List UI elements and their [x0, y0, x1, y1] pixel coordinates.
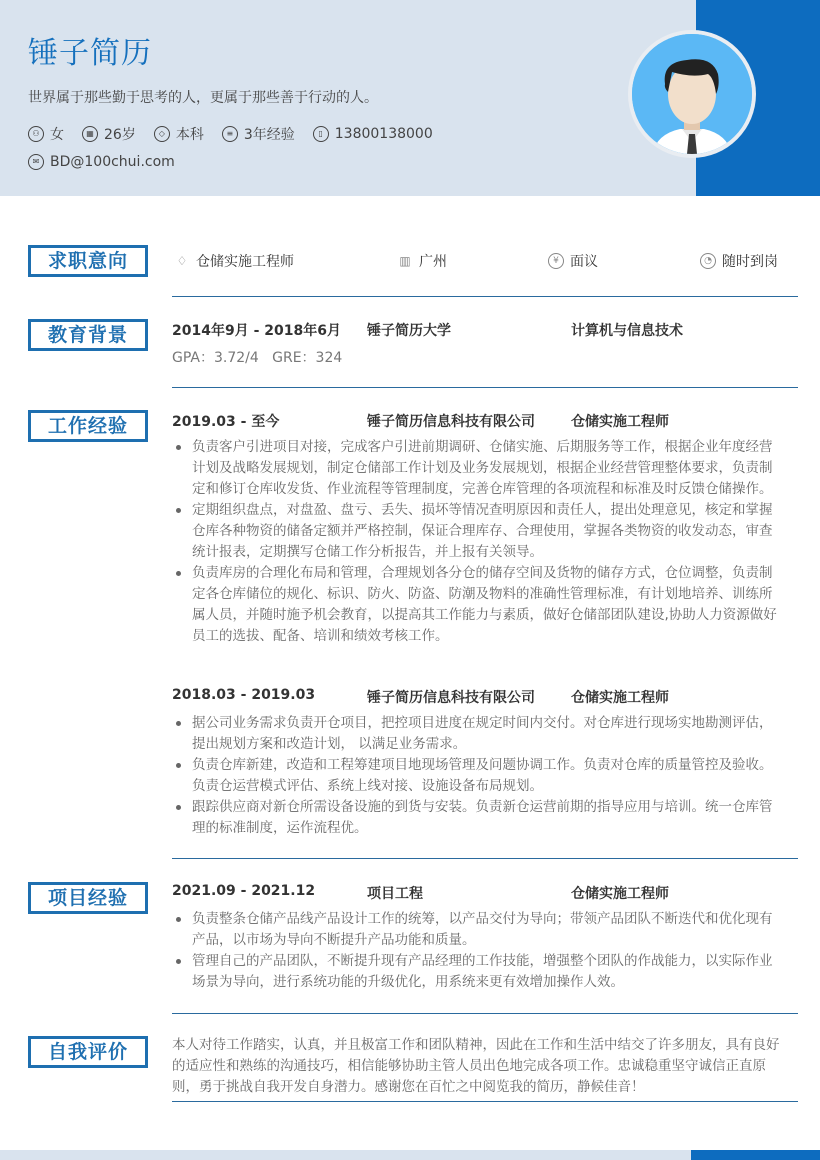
intent-position-value: 仓储实施工程师	[196, 254, 294, 270]
list-item: 负责客户引进项目对接，完成客户引进前期调研、仓储实施、后期服务等工作，根据企业年度经营计划及战略发展规划，制定仓储部工作计划及业务发展规划，根据企业经营管理整体要求，负责制定和修订仓库收发货、作业流程等管理制度，完善仓库管理的各项流程和标准及时反馈仓储操作。	[172, 437, 784, 500]
info-email	[28, 154, 175, 170]
project-period: 2021.09 - 2021.12	[172, 883, 316, 899]
phone-value: 13800138000	[334, 126, 433, 142]
self-eval-text: 本人对待工作踏实，认真，并且极富工作和团队精神，因此在工作和生活中结交了许多朋友，具有良好的适应性和熟练的沟通技巧，相信能够协助主管人员出色地完成各项工作。忠诚稳重坚守诚信正直原则，勇于挑战自我开发自身潜力。感谢您在百忙之中阅览我的简历，静候佳音！	[172, 1037, 780, 1095]
education-period: 2014年9月 - 2018年6月	[172, 323, 341, 339]
info-degree	[154, 124, 204, 144]
project-role: 仓储实施工程师	[571, 886, 669, 902]
intent-salary-value: 面议	[570, 254, 598, 270]
job-duties-list	[172, 437, 784, 647]
info-experience	[222, 124, 295, 144]
divider	[172, 858, 798, 859]
job-company: 锤子简历信息科技有限公司	[367, 414, 535, 430]
list-item: 负责仓库新建，改造和工程筹建项目地现场管理及问题协调工作。负责对仓库的质量管控及验收。负责仓运营模式评估、系统上线对接、设施设备布局规划。	[172, 755, 784, 797]
info-age	[82, 124, 136, 144]
gender-icon: ⚇	[28, 126, 44, 142]
list-item: 负责库房的合理化布局和管理，合理规划各分仓的储存空间及货物的储存方式，仓位调整，负责制定各仓库储位的规化、标识、防火、防盗、防潮及物料的准确性管理标准，有计划地培养、训练所属人员，并随时施予机会教育，以提高其工作能力与素质，做好仓储部团队建设,协助人力资源做好员工的选拔、配备、培训和绩效考核工作。	[172, 563, 784, 647]
intent-availability	[700, 251, 778, 271]
degree-value: 本科	[175, 127, 204, 143]
job-period: 2018.03 - 2019.03	[172, 687, 316, 703]
intent-city-value: 广州	[419, 254, 447, 270]
section-title-projects: 项目经验	[28, 882, 148, 914]
job-company: 锤子简历信息科技有限公司	[367, 690, 535, 706]
document-icon: ≡	[222, 126, 238, 142]
list-item: 管理自己的产品团队，不断提升现有产品经理的工作技能，增强整个团队的作战能力，以实际作业场景为导向，进行系统功能的升级优化，用系统来更有效增加操作人效。	[172, 951, 784, 993]
info-gender	[28, 124, 64, 144]
footer-accent-block	[691, 1150, 820, 1160]
age-value: 26岁	[104, 127, 136, 143]
list-item: 据公司业务需求负责开仓项目，把控项目进度在规定时间内交付。对仓库进行现场实地勘测评估，提出规划方案和改造计划， 以满足业务需求。	[172, 713, 784, 755]
list-item: 跟踪供应商对新仓所需设备设施的到货与安装。负责新仓运营前期的指导应用与培训。统一仓库管理的标准制度，运作流程优。	[172, 797, 784, 839]
education-school: 锤子简历大学	[367, 323, 451, 339]
intent-salary	[548, 251, 598, 271]
section-title-work: 工作经验	[28, 410, 148, 442]
email-row	[28, 154, 193, 170]
resume-name: 锤子简历	[28, 36, 152, 71]
section-title-education: 教育背景	[28, 319, 148, 351]
divider	[172, 296, 798, 297]
education-scores: GPA：3.72/4 GRE：324	[172, 350, 343, 366]
personal-info-row	[28, 124, 451, 144]
info-phone	[313, 126, 433, 142]
divider	[172, 1013, 798, 1014]
job-period: 2019.03 - 至今	[172, 414, 280, 430]
mail-icon: ✉	[28, 154, 44, 170]
intent-city	[397, 251, 447, 271]
email-value[interactable]: BD@100chui.com	[50, 154, 175, 170]
project-name: 项目工程	[367, 886, 423, 902]
job-role: 仓储实施工程师	[571, 414, 669, 430]
divider	[172, 387, 798, 388]
gender-value: 女	[50, 127, 64, 143]
phone-icon: ▯	[313, 126, 329, 142]
building-icon: ▥	[399, 254, 411, 268]
project-duties-list	[172, 909, 784, 993]
job-duties-list	[172, 713, 784, 839]
section-title-self-eval: 自我评价	[28, 1036, 148, 1068]
list-item: 负责整条仓储产品线产品设计工作的统筹，以产品交付为导向；带领产品团队不断迭代和优化现有产品，以市场为导向不断提升产品功能和质量。	[172, 909, 784, 951]
intent-position	[174, 251, 294, 271]
education-major: 计算机与信息技术	[571, 323, 683, 339]
motto: 世界属于那些勤于思考的人，更属于那些善于行动的人。	[28, 90, 378, 106]
avatar-image	[632, 34, 752, 154]
calendar-icon: ▦	[82, 126, 98, 142]
tie-icon: ♢	[176, 254, 188, 268]
clock-icon: ◔	[700, 253, 716, 269]
avatar	[628, 30, 756, 158]
job-role: 仓储实施工程师	[571, 690, 669, 706]
section-title-job-intent: 求职意向	[28, 245, 148, 277]
list-item: 定期组织盘点，对盘盈、盘亏、丢失、损坏等情况查明原因和责任人，提出处理意见，核定和掌握仓库各种物资的储备定额并严格控制，保证合理库存、合理使用，掌握各类物资的收发动态，审查统计报表，定期撰写仓储工作分析报告，并上报有关领导。	[172, 500, 784, 563]
yen-icon: ¥	[548, 253, 564, 269]
divider	[172, 1101, 798, 1102]
experience-value: 3年经验	[243, 127, 295, 143]
intent-availability-value: 随时到岗	[722, 254, 778, 270]
person-illustration-icon	[632, 34, 752, 154]
graduation-cap-icon: ◇	[154, 126, 170, 142]
